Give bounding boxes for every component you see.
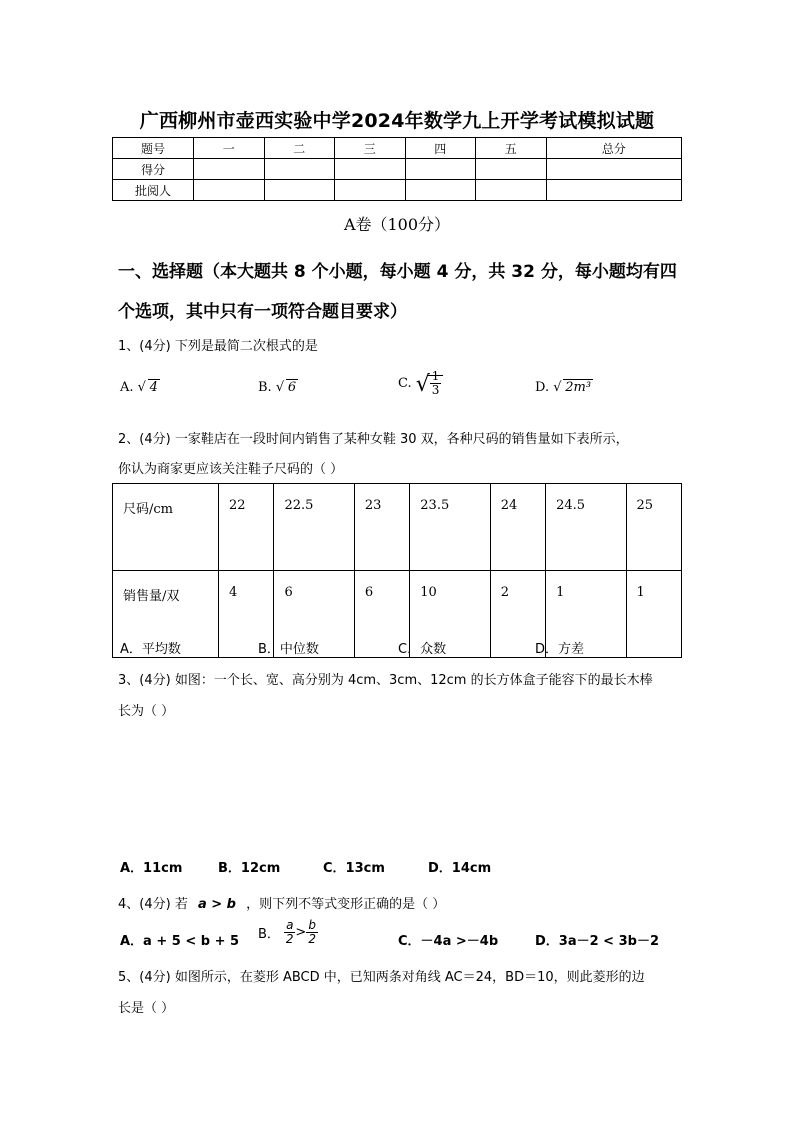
- part1-heading: 一、选择题（本大题共 8 个小题，每小题 4 分，共 32 分，每小题均有四个选项，其中只有一项符合题目要求）: [118, 262, 677, 322]
- q2-option-d: D．方差: [535, 642, 585, 657]
- table-cell: 四: [405, 138, 476, 159]
- table-cell: [476, 180, 547, 201]
- denominator: 2: [285, 932, 294, 946]
- table-cell: 22: [219, 484, 274, 571]
- table-cell: [546, 159, 682, 180]
- q1-stem: 1、(4分) 下列是最简二次根式的是: [118, 339, 318, 354]
- table-cell: 销售量/双: [113, 571, 219, 658]
- fraction: [284, 919, 295, 946]
- table-cell: 10: [410, 571, 490, 658]
- q1-option-a: [120, 380, 160, 395]
- q3-option-b: B．12cm: [218, 861, 281, 876]
- q2-stem-line2: 你认为商家更应该关注鞋子尺码的（ ）: [118, 462, 344, 477]
- option-label: D.: [535, 380, 550, 395]
- table-cell: 24.5: [546, 484, 626, 571]
- table-cell: 6: [354, 571, 409, 658]
- table-cell: [335, 159, 406, 180]
- table-cell: 总分: [546, 138, 682, 159]
- table-cell: 二: [264, 138, 335, 159]
- fraction: [306, 919, 318, 946]
- table-cell: 6: [274, 571, 354, 658]
- q5-stem-line1: 5、(4分) 如图所示，在菱形 ABCD 中，已知两条对角线 AC＝24，BD＝10，则此菱形的边: [118, 970, 645, 985]
- q3-option-d: D．14cm: [428, 861, 492, 876]
- sqrt-expr: √ $\frac{1}{3}$: [416, 370, 444, 397]
- table-cell: 4: [219, 571, 274, 658]
- section-a-heading: A卷（100分）: [343, 215, 451, 234]
- option-label: A.: [120, 380, 134, 395]
- q4-option-a: A．a + 5 < b + 5: [120, 934, 240, 949]
- table-cell: 22.5: [274, 484, 354, 571]
- table-cell: 1: [546, 571, 626, 658]
- q3-option-c: C．13cm: [323, 861, 385, 876]
- table-row: [113, 138, 682, 159]
- stem-text: 4、(4分) 若: [118, 897, 188, 912]
- numerator: b: [308, 918, 316, 932]
- table-cell: [194, 180, 265, 201]
- q1-option-c: [398, 370, 443, 397]
- radicand: 2m³: [565, 380, 592, 395]
- q4-option-d: D．3a－2 < 3b－2: [535, 934, 659, 949]
- sqrt-expr: √ 6: [275, 380, 297, 395]
- sqrt-expr: √ 2m³: [553, 380, 592, 395]
- table-cell: 23: [354, 484, 409, 571]
- q4-option-c: C．－4a >－4b: [398, 934, 499, 949]
- table-cell: 1: [626, 571, 681, 658]
- table-cell: 得分: [113, 159, 194, 180]
- table-cell: 尺码/cm: [113, 484, 219, 571]
- denominator: 3: [431, 383, 440, 397]
- sqrt-expr: √ 4: [137, 380, 158, 395]
- score-table: [112, 137, 682, 201]
- q2-stem-line1: 2、(4分) 一家鞋店在一段时间内销售了某种女鞋 30 双，各种尺码的销售量如下表所示，: [118, 432, 629, 447]
- q2-option-c: C．众数: [398, 642, 447, 657]
- table-cell: [264, 159, 335, 180]
- option-label: B．: [258, 927, 280, 942]
- table-cell: [405, 159, 476, 180]
- table-cell: 2: [490, 571, 545, 658]
- denominator: 2: [308, 932, 316, 946]
- table-cell: [264, 180, 335, 201]
- table-cell: 一: [194, 138, 265, 159]
- table-cell: 批阅人: [113, 180, 194, 201]
- table-cell: [405, 180, 476, 201]
- radicand: 6: [287, 380, 297, 395]
- option-label: B.: [258, 380, 272, 395]
- math-expr: a > b: [197, 897, 236, 912]
- table-row: [113, 571, 682, 658]
- q1-option-b: [258, 380, 298, 395]
- stem-text: ，则下列不等式变形正确的是（ ）: [246, 897, 446, 912]
- symbol: >: [295, 925, 307, 940]
- q5-stem-line2: 长是（ ）: [118, 1001, 175, 1016]
- numerator: 1: [431, 369, 440, 383]
- q3-option-a: A．11cm: [120, 861, 183, 876]
- table-cell: [546, 180, 682, 201]
- table-cell: 25: [626, 484, 681, 571]
- table-row: [113, 180, 682, 201]
- table-cell: 三: [335, 138, 406, 159]
- table-cell: 五: [476, 138, 547, 159]
- q2-option-a: A．平均数: [120, 642, 181, 657]
- q4-option-b: [258, 919, 318, 946]
- table-cell: [476, 159, 547, 180]
- shoe-size-table: [112, 483, 682, 658]
- page-title: 广西柳州市壶西实验中学2024年数学九上开学考试模拟试题: [139, 110, 655, 132]
- q3-stem-line1: 3、(4分) 如图：一个长、宽、高分别为 4cm、3cm、12cm 的长方体盒子能容下的最长木棒: [118, 673, 653, 688]
- numerator: a: [286, 918, 294, 932]
- table-cell: 题号: [113, 138, 194, 159]
- q1-option-d: [535, 380, 593, 395]
- q3-stem-line2: 长为（ ）: [118, 704, 175, 719]
- radicand: 4: [149, 380, 158, 395]
- q4-stem: [118, 893, 445, 912]
- option-label: C.: [398, 376, 412, 391]
- table-cell: 23.5: [410, 484, 490, 571]
- table-row: [113, 484, 682, 571]
- table-cell: [194, 159, 265, 180]
- table-cell: [335, 180, 406, 201]
- q2-option-b: B．中位数: [258, 642, 319, 657]
- table-cell: 24: [490, 484, 545, 571]
- table-row: [113, 159, 682, 180]
